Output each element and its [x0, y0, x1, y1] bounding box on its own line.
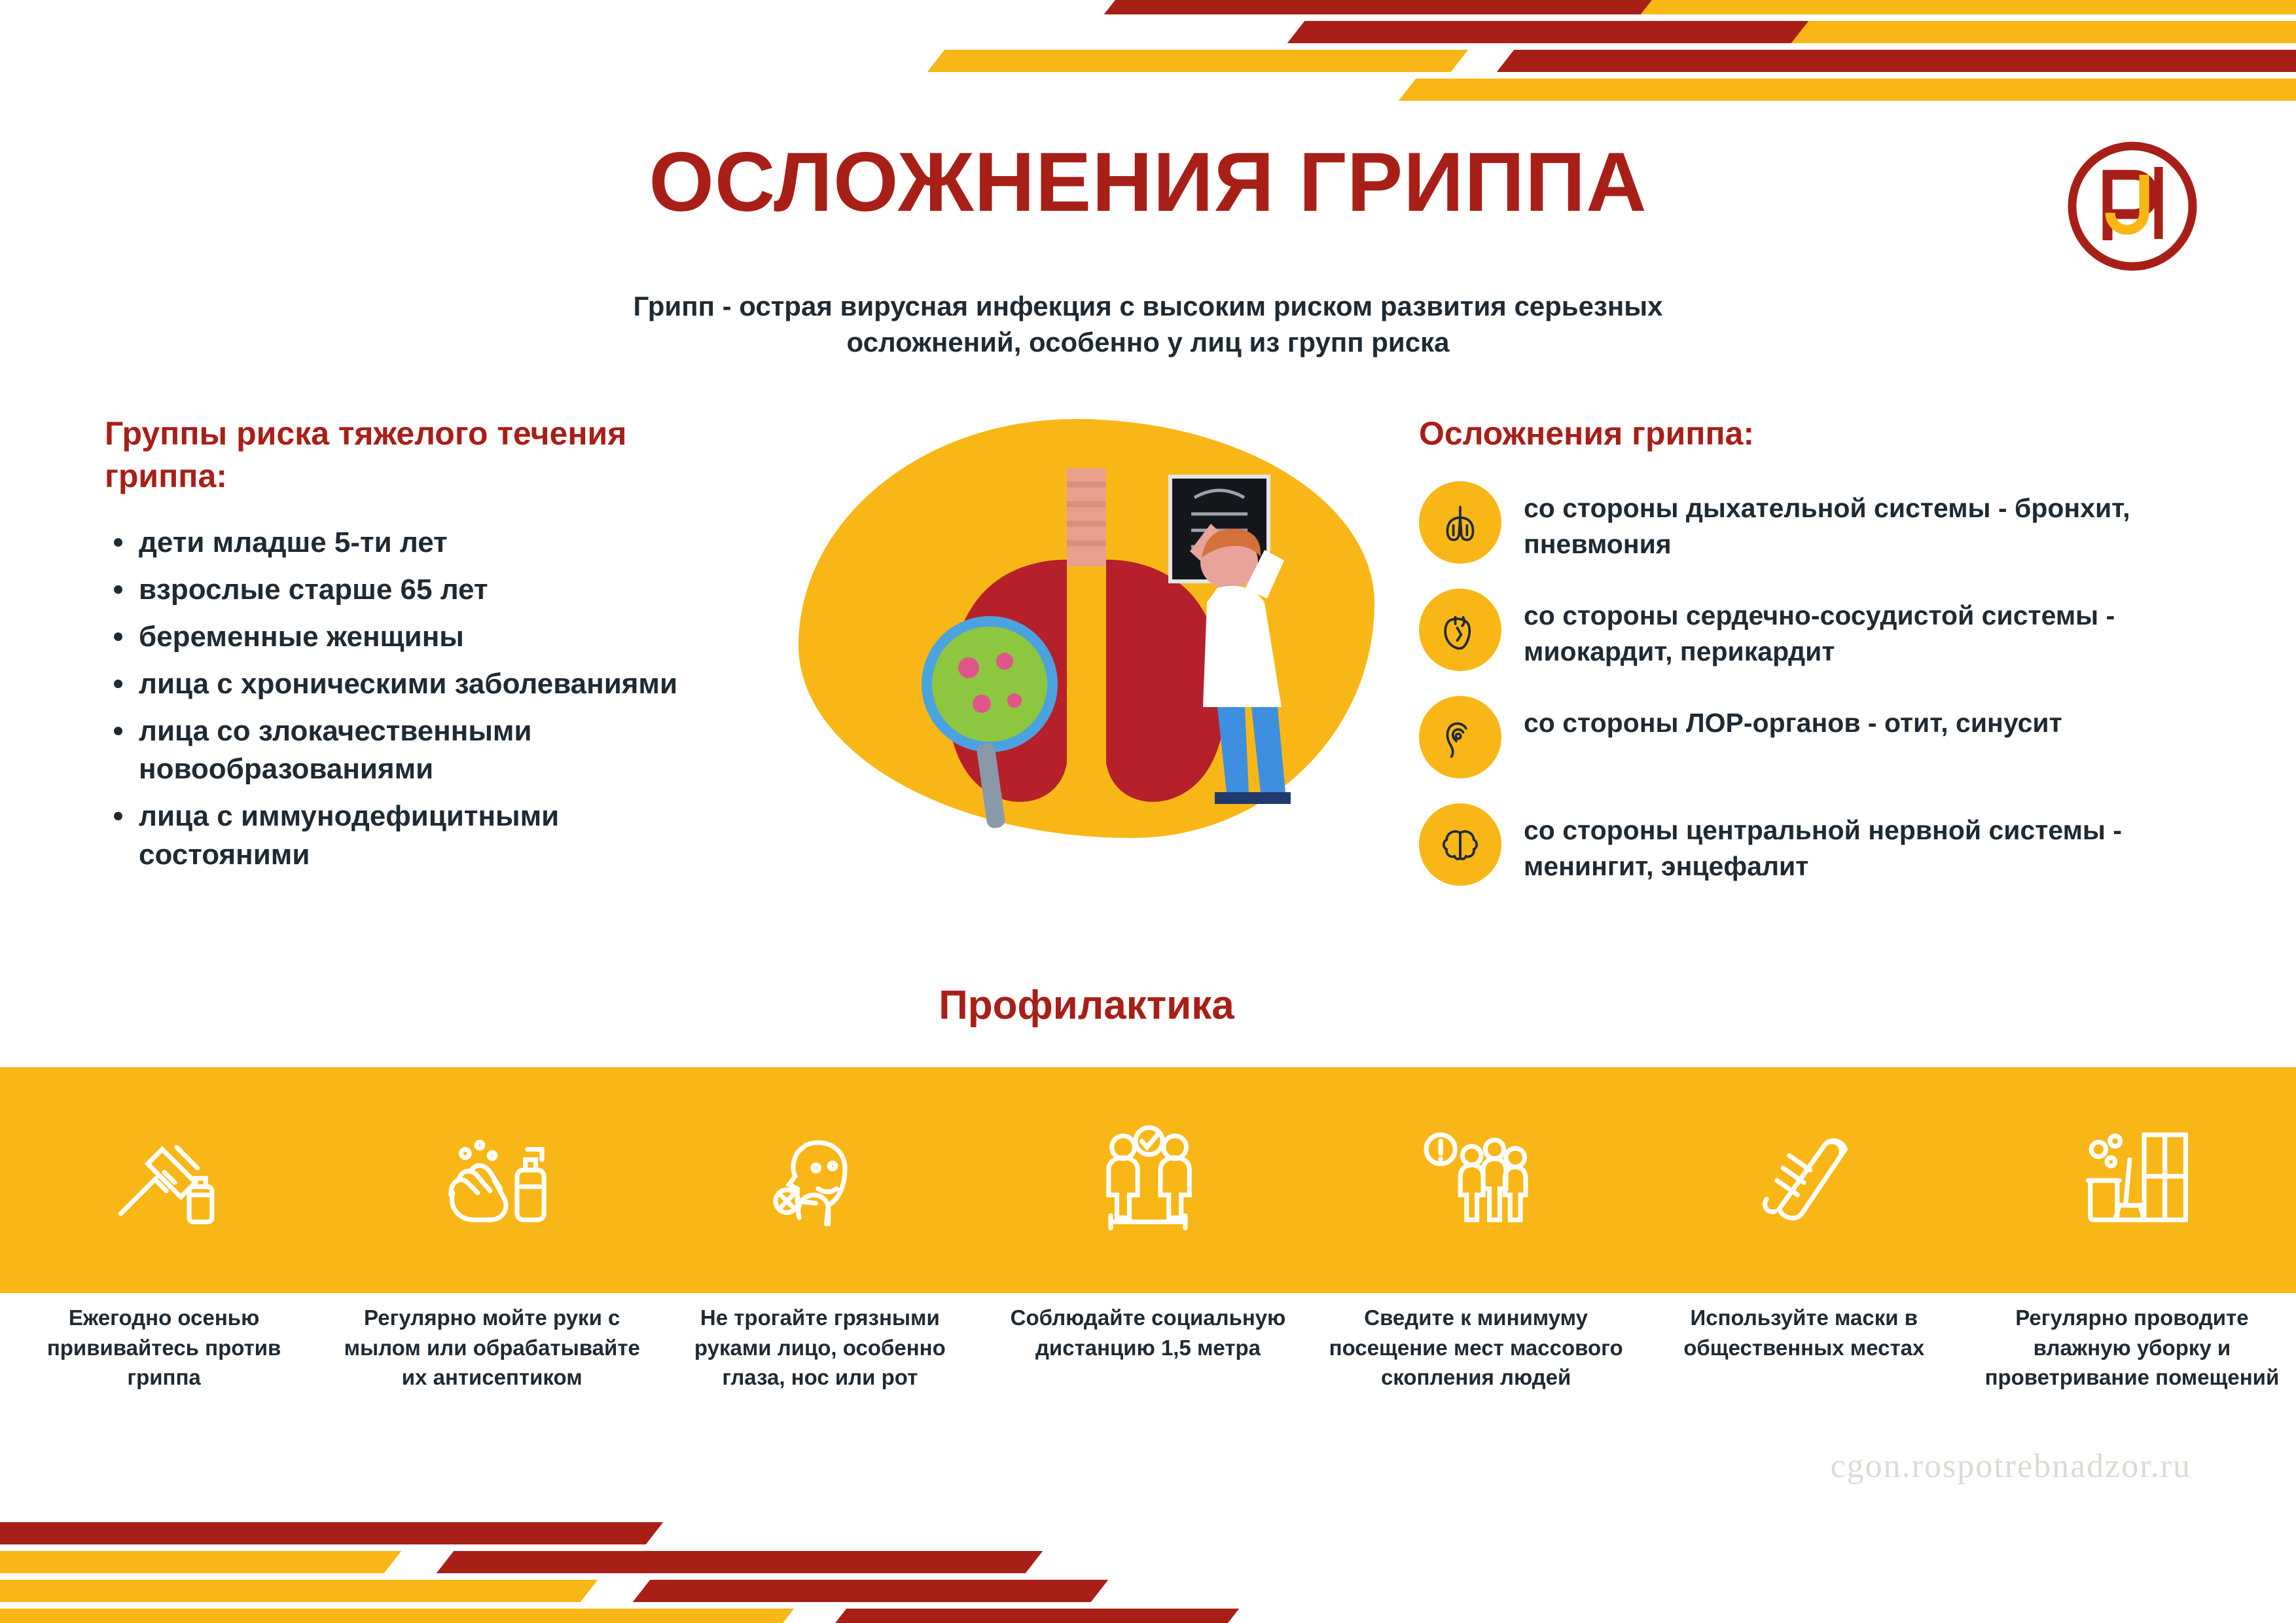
- prevention-icon-cell: [984, 1087, 1312, 1277]
- face-mask-icon: [1742, 1118, 1866, 1246]
- page-title: ОСЛОЖНЕНИЯ ГРИППА: [649, 136, 1647, 229]
- complication-text: со стороны дыхательной системы - бронхит, пневмония: [1524, 493, 2130, 559]
- complication-item: [1419, 803, 2217, 886]
- complication-item: [1419, 696, 2217, 778]
- complication-text: со стороны сердечно-сосудистой системы - миокардит, перикардит: [1524, 600, 2115, 666]
- prevention-label: Ежегодно осенью прививайтесь против гриппа: [46, 1305, 281, 1390]
- complication-item: [1419, 481, 2217, 564]
- prevention-label: Сведите к минимуму посещение мест массового скопления людей: [1329, 1305, 1623, 1390]
- list-item: лица со злокачественными новообразованиями: [105, 712, 713, 788]
- prevention-label: Регулярно мойте руки с мылом или обрабатывайте их антисептиком: [344, 1305, 640, 1390]
- rospotrebnadzor-logo-icon: [2067, 141, 2198, 272]
- complications-heading: Осложнения гриппа:: [1419, 415, 1755, 452]
- lungs-icon: [1419, 481, 1501, 564]
- page-subtitle: Грипп - острая вирусная инфекция с высоким риском развития серьезных осложнений, особенно у лиц из групп риска: [633, 291, 1663, 358]
- avoid-crowds-icon: [1414, 1118, 1538, 1246]
- risk-groups-section: [105, 412, 713, 883]
- prophylaxis-title: Профилактика: [939, 983, 1234, 1028]
- prevention-label: Используйте маски в общественных местах: [1683, 1305, 1925, 1360]
- list-item: взрослые старше 65 лет: [105, 571, 713, 609]
- prevention-icon-cell: [1312, 1087, 1640, 1277]
- brain-icon: [1419, 803, 1501, 886]
- prevention-icon-cell: [328, 1087, 656, 1277]
- no-touch-face-icon: [758, 1118, 882, 1246]
- list-item: лица с хроническими заболеваниями: [105, 665, 713, 703]
- site-watermark: cgon.rospotrebnadzor.ru: [1830, 1448, 2191, 1485]
- top-decoration: [0, 0, 2296, 118]
- lungs-illustration: [759, 406, 1414, 890]
- risk-groups-list: [105, 524, 713, 874]
- prevention-icons-row: [0, 1087, 2296, 1277]
- cleaning-ventilation-icon: [2070, 1118, 2194, 1246]
- prevention-icon-cell: [1640, 1087, 1968, 1277]
- complication-text: со стороны ЛОР-органов - отит, синусит: [1524, 708, 2062, 738]
- social-distance-icon: [1086, 1118, 1210, 1246]
- prevention-icon-cell: [1968, 1087, 2296, 1277]
- list-item: лица с иммунодефицитными состояними: [105, 797, 713, 873]
- list-item: дети младше 5-ти лет: [105, 524, 713, 562]
- prevention-label: Регулярно проводите влажную уборку и проветривание помещений: [1984, 1305, 2280, 1390]
- handwash-soap-icon: [430, 1118, 554, 1246]
- prevention-label: Не трогайте грязными руками лицо, особенно глаза, нос или рот: [694, 1305, 946, 1390]
- complication-text: со стороны центральной нервной системы - менингит, энцефалит: [1524, 815, 2122, 881]
- prevention-icon-cell: [656, 1087, 984, 1277]
- prevention-label: Соблюдайте социальную дистанцию 1,5 метра: [1010, 1305, 1286, 1360]
- complication-item: [1419, 589, 2217, 671]
- list-item: беременные женщины: [105, 618, 713, 656]
- prevention-icon-cell: [0, 1087, 328, 1277]
- prevention-labels-row: [0, 1303, 2296, 1393]
- risk-groups-heading: Группы риска тяжелого течения гриппа:: [105, 415, 627, 494]
- bottom-decoration: [0, 1508, 2296, 1623]
- ear-icon: [1419, 696, 1501, 778]
- heart-icon: [1419, 589, 1501, 671]
- complications-section: [1419, 412, 2217, 911]
- syringe-vaccine-icon: [102, 1118, 226, 1246]
